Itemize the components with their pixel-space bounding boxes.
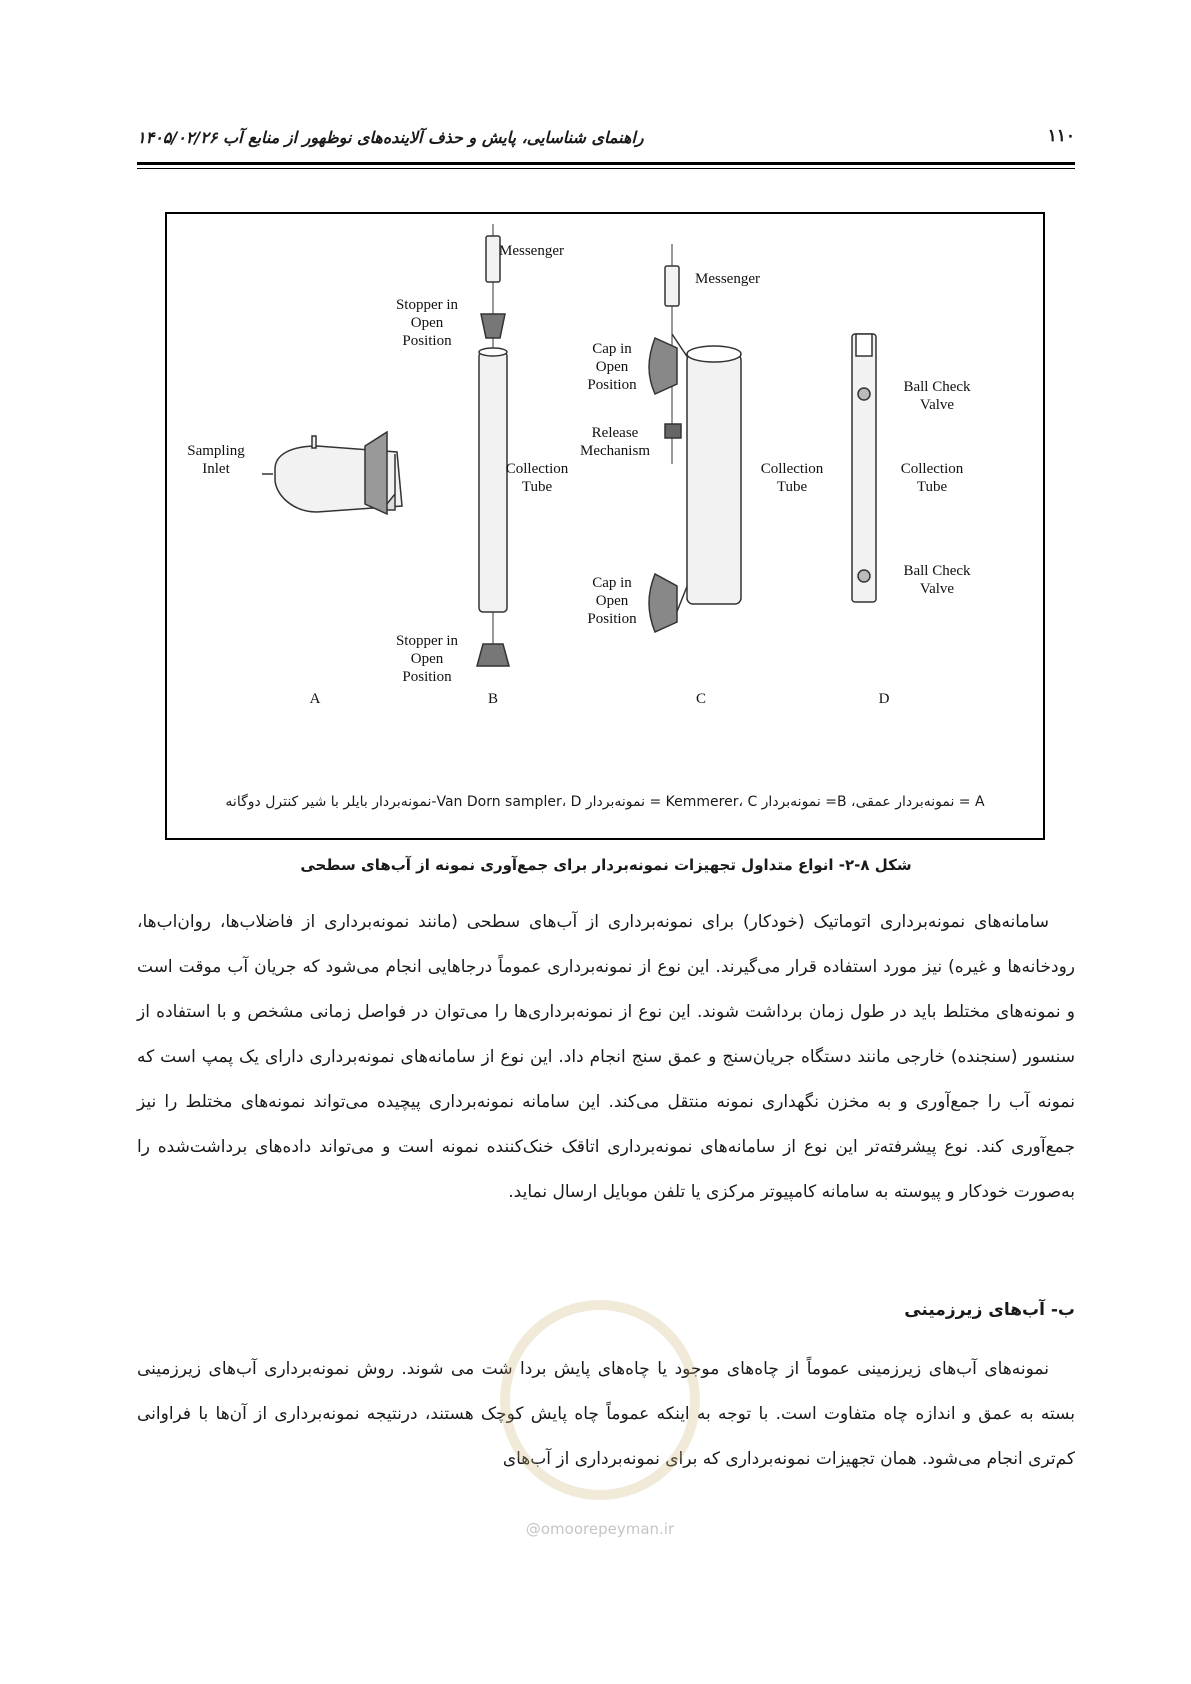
depth-sampler-drawing xyxy=(262,432,402,514)
page-number: ۱۱۰ xyxy=(1047,126,1075,146)
sampler-illustration xyxy=(167,214,1043,838)
paragraph: نمونه‌های آب‌های زیرزمینی عموماً از چاه‌های موجود یا چاه‌های پایش بردا شت می شوند. روش نمونه‌برداری آب‌های زیرزمینی بسته به عمق و اندازه چاه متفاوت است. با توجه به اینکه عموماً چاه پایش کوچک هستند، درنتیجه نمونه‌برداری از آن‌ها با فراوانی کم‌تری انجام می‌شود. همان تجهیزات نمونه‌برداری که برای نمونه‌برداری از آب‌های xyxy=(137,1359,1075,1469)
header-rule xyxy=(137,162,1075,165)
watermark-text: @omoorepeyman.ir xyxy=(525,1520,675,1538)
label-cap-top: Cap in Open Position xyxy=(587,341,637,393)
label-messenger-c: Messenger xyxy=(695,271,760,287)
panel-letter-a: A xyxy=(309,691,321,707)
panel-letter-c: C xyxy=(695,691,706,707)
kemmerer-sampler-drawing xyxy=(477,224,509,666)
label-collection-tube-b: Collection Tube xyxy=(505,461,569,495)
watermark-seal xyxy=(500,1300,700,1500)
label-sampling-inlet: Sampling Inlet xyxy=(187,443,245,477)
label-ball-check-bottom: Ball Check Valve xyxy=(903,563,971,597)
section-heading: ب- آب‌های زیرزمینی xyxy=(904,1300,1075,1320)
label-stopper-top: Stopper in Open Position xyxy=(395,297,459,349)
label-collection-tube-c: Collection Tube xyxy=(760,461,824,495)
page-header xyxy=(137,126,1075,154)
figure-legend: A = نمونه‌بردار عمقی، B= نمونه‌بردار Kemmerer، C = نمونه‌بردار Van Dorn sampler، D-نمونه‌بردار بایلر با شیر کنترل دوگانه xyxy=(225,794,985,810)
figure-caption: شکل ۸-۲- انواع متداول تجهیزات نمونه‌بردار برای جمع‌آوری نمونه از آب‌های سطحی xyxy=(300,856,912,874)
label-ball-check-top: Ball Check Valve xyxy=(903,379,971,413)
paragraph: سامانه‌های نمونه‌برداری اتوماتیک (خودکار) برای نمونه‌برداری از آب‌های سطحی (مانند نمونه‌برداری از فاضلاب‌ها، روان‌اب‌ها، رودخانه‌ها و غیره) نیز مورد استفاده قرار می‌گیرند. این نوع از نمونه‌برداری عموماً درجاهایی انجام می‌شود که جریان آب موقت است و نمونه‌های مختلط باید در طول زمان برداشت شوند. این نوع از نمونه‌برداری‌ها را می‌توان در فواصل زمانی مشخص و با استفاده از سنسور (سنجنده) خارجی مانند دستگاه جریان‌سنج و عمق سنج انجام داد. این نوع از سامانه‌های نمونه‌برداری دارای یک پمپ است که نمونه آب را جمع‌آوری و به مخزن نگهداری نمونه منتقل می‌کند. این سامانه نمونه‌برداری پیچیده می‌تواند نمونه‌های مختلط را نیز جمع‌آوری کند. نوع پیشرفته‌تر این نوع از سامانه‌های نمونه‌برداری اتاقک خنک‌کننده نمونه است و می‌تواند داده‌های برداشت‌شده را به‌صورت خودکار و پیوسته به سامانه کامپیوتر مرکزی یا تلفن موبایل ارسال نماید. xyxy=(137,912,1075,1202)
figure xyxy=(165,212,1045,840)
header-rule-thin xyxy=(137,168,1075,169)
label-cap-bottom: Cap in Open Position xyxy=(587,575,637,627)
bailer-drawing xyxy=(852,334,876,602)
label-collection-tube-d: Collection Tube xyxy=(900,461,964,495)
panel-letter-d: D xyxy=(878,691,890,707)
running-title: راهنمای شناسایی، پایش و حذف آلاینده‌های نوظهور از منابع آب ۱۴۰۵/۰۲/۲۶ xyxy=(137,128,644,147)
label-messenger-b: Messenger xyxy=(499,243,564,259)
label-stopper-bottom: Stopper in Open Position xyxy=(395,633,459,685)
label-release-mechanism: Release Mechanism xyxy=(580,425,650,459)
panel-letter-b: B xyxy=(487,691,498,707)
